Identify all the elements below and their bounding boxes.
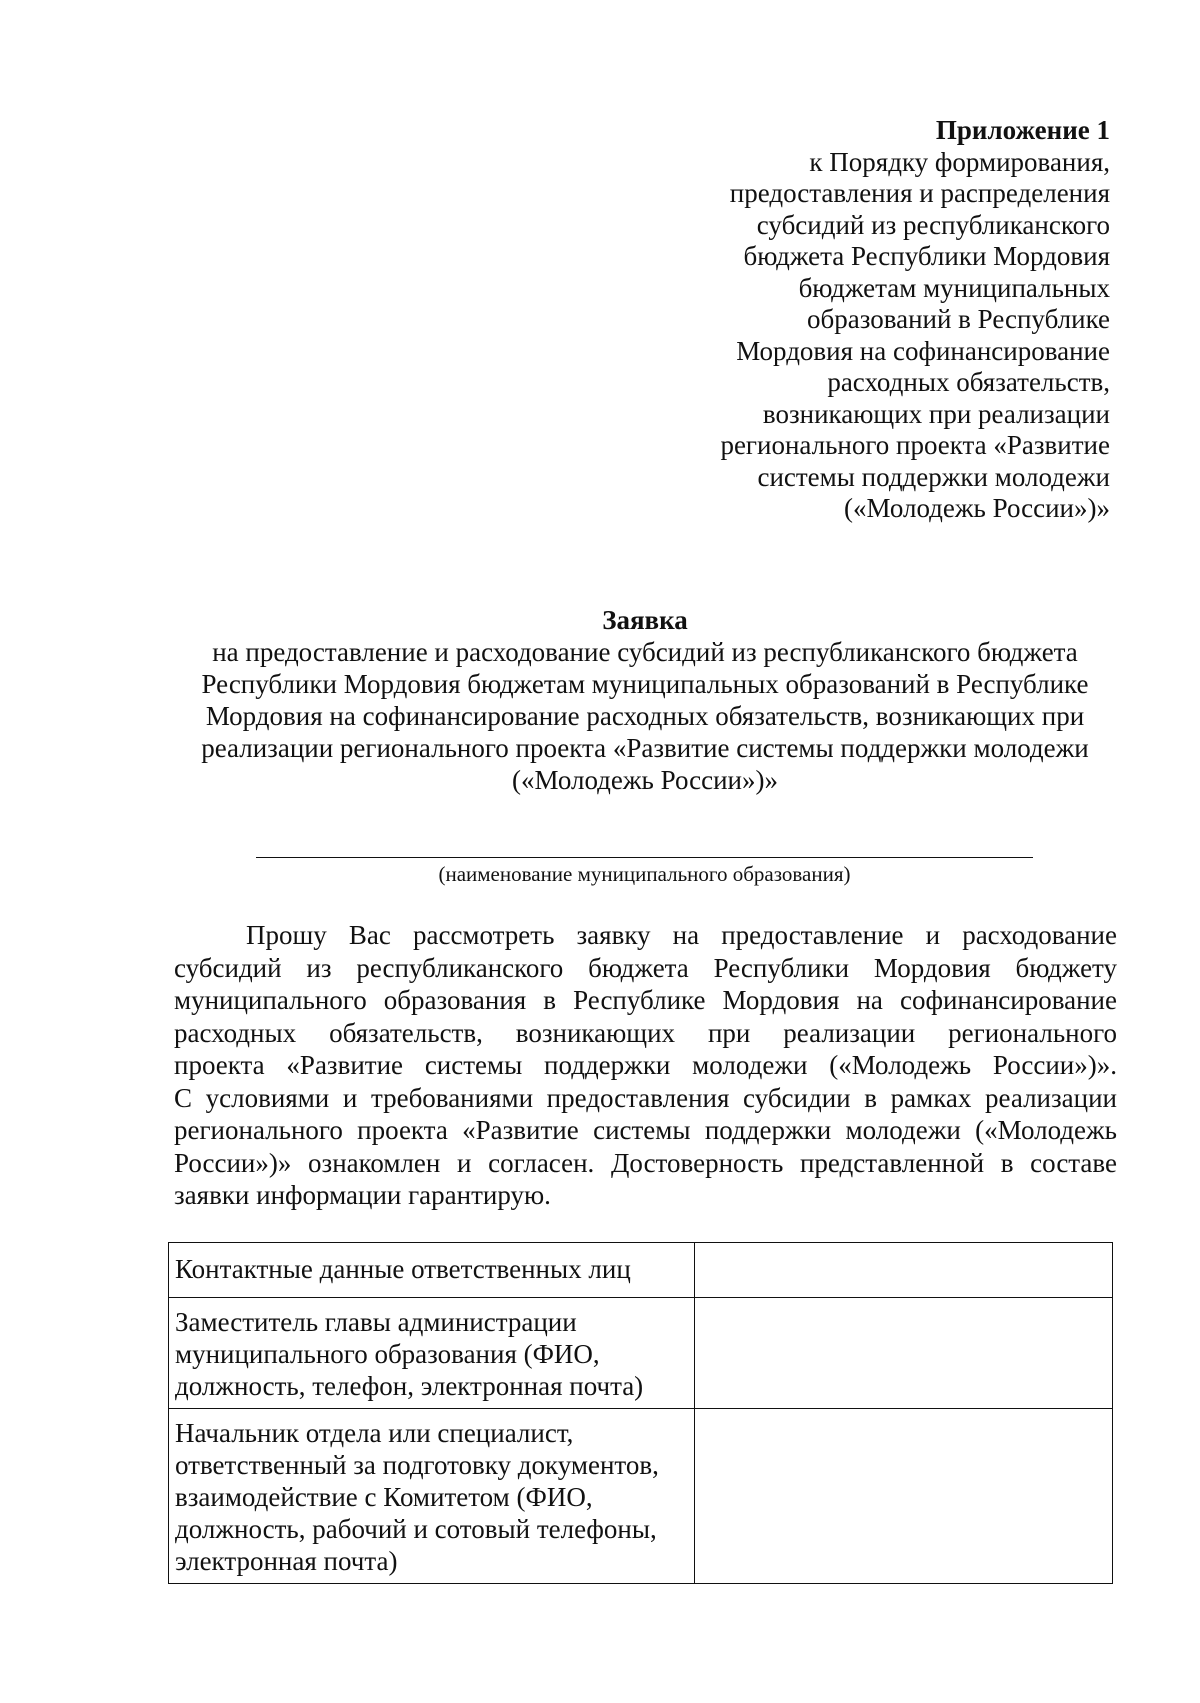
cell-line: муниципального образования (ФИО, — [175, 1339, 600, 1369]
application-heading — [165, 604, 1125, 796]
cell-line: Начальник отдела или специалист, — [175, 1418, 574, 1448]
table-value-cell — [695, 1298, 1113, 1409]
table-row — [169, 1409, 1113, 1584]
table-value-cell — [695, 1409, 1113, 1584]
table-label-cell — [169, 1409, 695, 1584]
municipality-name-blank — [256, 857, 1033, 858]
heading-line: Республики Мордовия бюджетам муниципальных образований в Республике — [201, 669, 1089, 699]
paragraph-line: проекта «Развитие системы поддержки молодежи («Молодежь России»)». — [174, 1050, 1117, 1080]
appendix-line: системы поддержки молодежи — [757, 461, 1110, 492]
appendix-block — [650, 115, 1110, 525]
cell-line: должность, телефон, электронная почта) — [175, 1371, 644, 1401]
paragraph-line: С условиями и требованиями предоставления субсидии в рамках реализации — [174, 1082, 1117, 1113]
application-title: Заявка — [602, 605, 688, 635]
paragraph-line: заявки информации гарантирую. — [174, 1180, 551, 1210]
paragraph-line: муниципального образования в Республике Мордовия на софинансирование — [174, 985, 1117, 1015]
table-label-cell — [169, 1243, 695, 1298]
appendix-line: предоставления и распределения — [729, 178, 1110, 208]
heading-line: («Молодежь России»)» — [512, 765, 778, 795]
cell-line: Контактные данные ответственных лиц — [175, 1254, 631, 1284]
contacts-table — [168, 1242, 1113, 1584]
table-row — [169, 1298, 1113, 1409]
cell-line: взаимодействие с Комитетом (ФИО, — [175, 1482, 593, 1512]
appendix-line: к Порядку формирования, — [809, 146, 1110, 177]
table-value-cell — [695, 1243, 1113, 1298]
paragraph-line: субсидий из республиканского бюджета Республики Мордовия бюджету — [174, 952, 1117, 983]
appendix-line: субсидий из республиканского — [756, 209, 1110, 240]
cell-line: Заместитель главы администрации — [175, 1307, 577, 1337]
heading-line: на предоставление и расходование субсидий из республиканского бюджета — [212, 637, 1078, 667]
cell-line: электронная почта) — [175, 1546, 398, 1576]
cell-line: должность, рабочий и сотовый телефоны, — [175, 1514, 657, 1544]
appendix-line: («Молодежь России»)» — [844, 493, 1110, 523]
appendix-line: Мордовия на софинансирование — [736, 335, 1110, 366]
appendix-line: регионального проекта «Развитие — [720, 430, 1110, 460]
heading-line: Мордовия на софинансирование расходных обязательств, возникающих при — [205, 701, 1085, 731]
cell-line: ответственный за подготовку документов, — [175, 1450, 659, 1480]
appendix-line: образований в Республике — [806, 304, 1110, 334]
appendix-line: бюджета Республики Мордовия — [743, 241, 1110, 271]
table-row — [169, 1243, 1113, 1298]
table-label-cell — [169, 1298, 695, 1409]
paragraph-line: регионального проекта «Развитие системы поддержки молодежи («Молодежь — [174, 1115, 1117, 1145]
appendix-title: Приложение 1 — [935, 115, 1110, 145]
paragraph-line: расходных обязательств, возникающих при реализации регионального — [174, 1017, 1117, 1048]
request-paragraph — [174, 919, 1117, 1212]
paragraph-line: России»)» ознакомлен и согласен. Достоверность представленной в составе — [174, 1147, 1117, 1178]
municipality-caption: (наименование муниципального образования) — [438, 862, 851, 886]
appendix-line: возникающих при реализации — [762, 398, 1110, 429]
appendix-line: бюджетам муниципальных — [798, 272, 1110, 303]
appendix-line: расходных обязательств, — [827, 367, 1110, 397]
paragraph-line: Прошу Вас рассмотреть заявку на предоставление и расходование — [246, 920, 1117, 950]
heading-line: реализации регионального проекта «Развитие системы поддержки молодежи — [201, 733, 1089, 763]
